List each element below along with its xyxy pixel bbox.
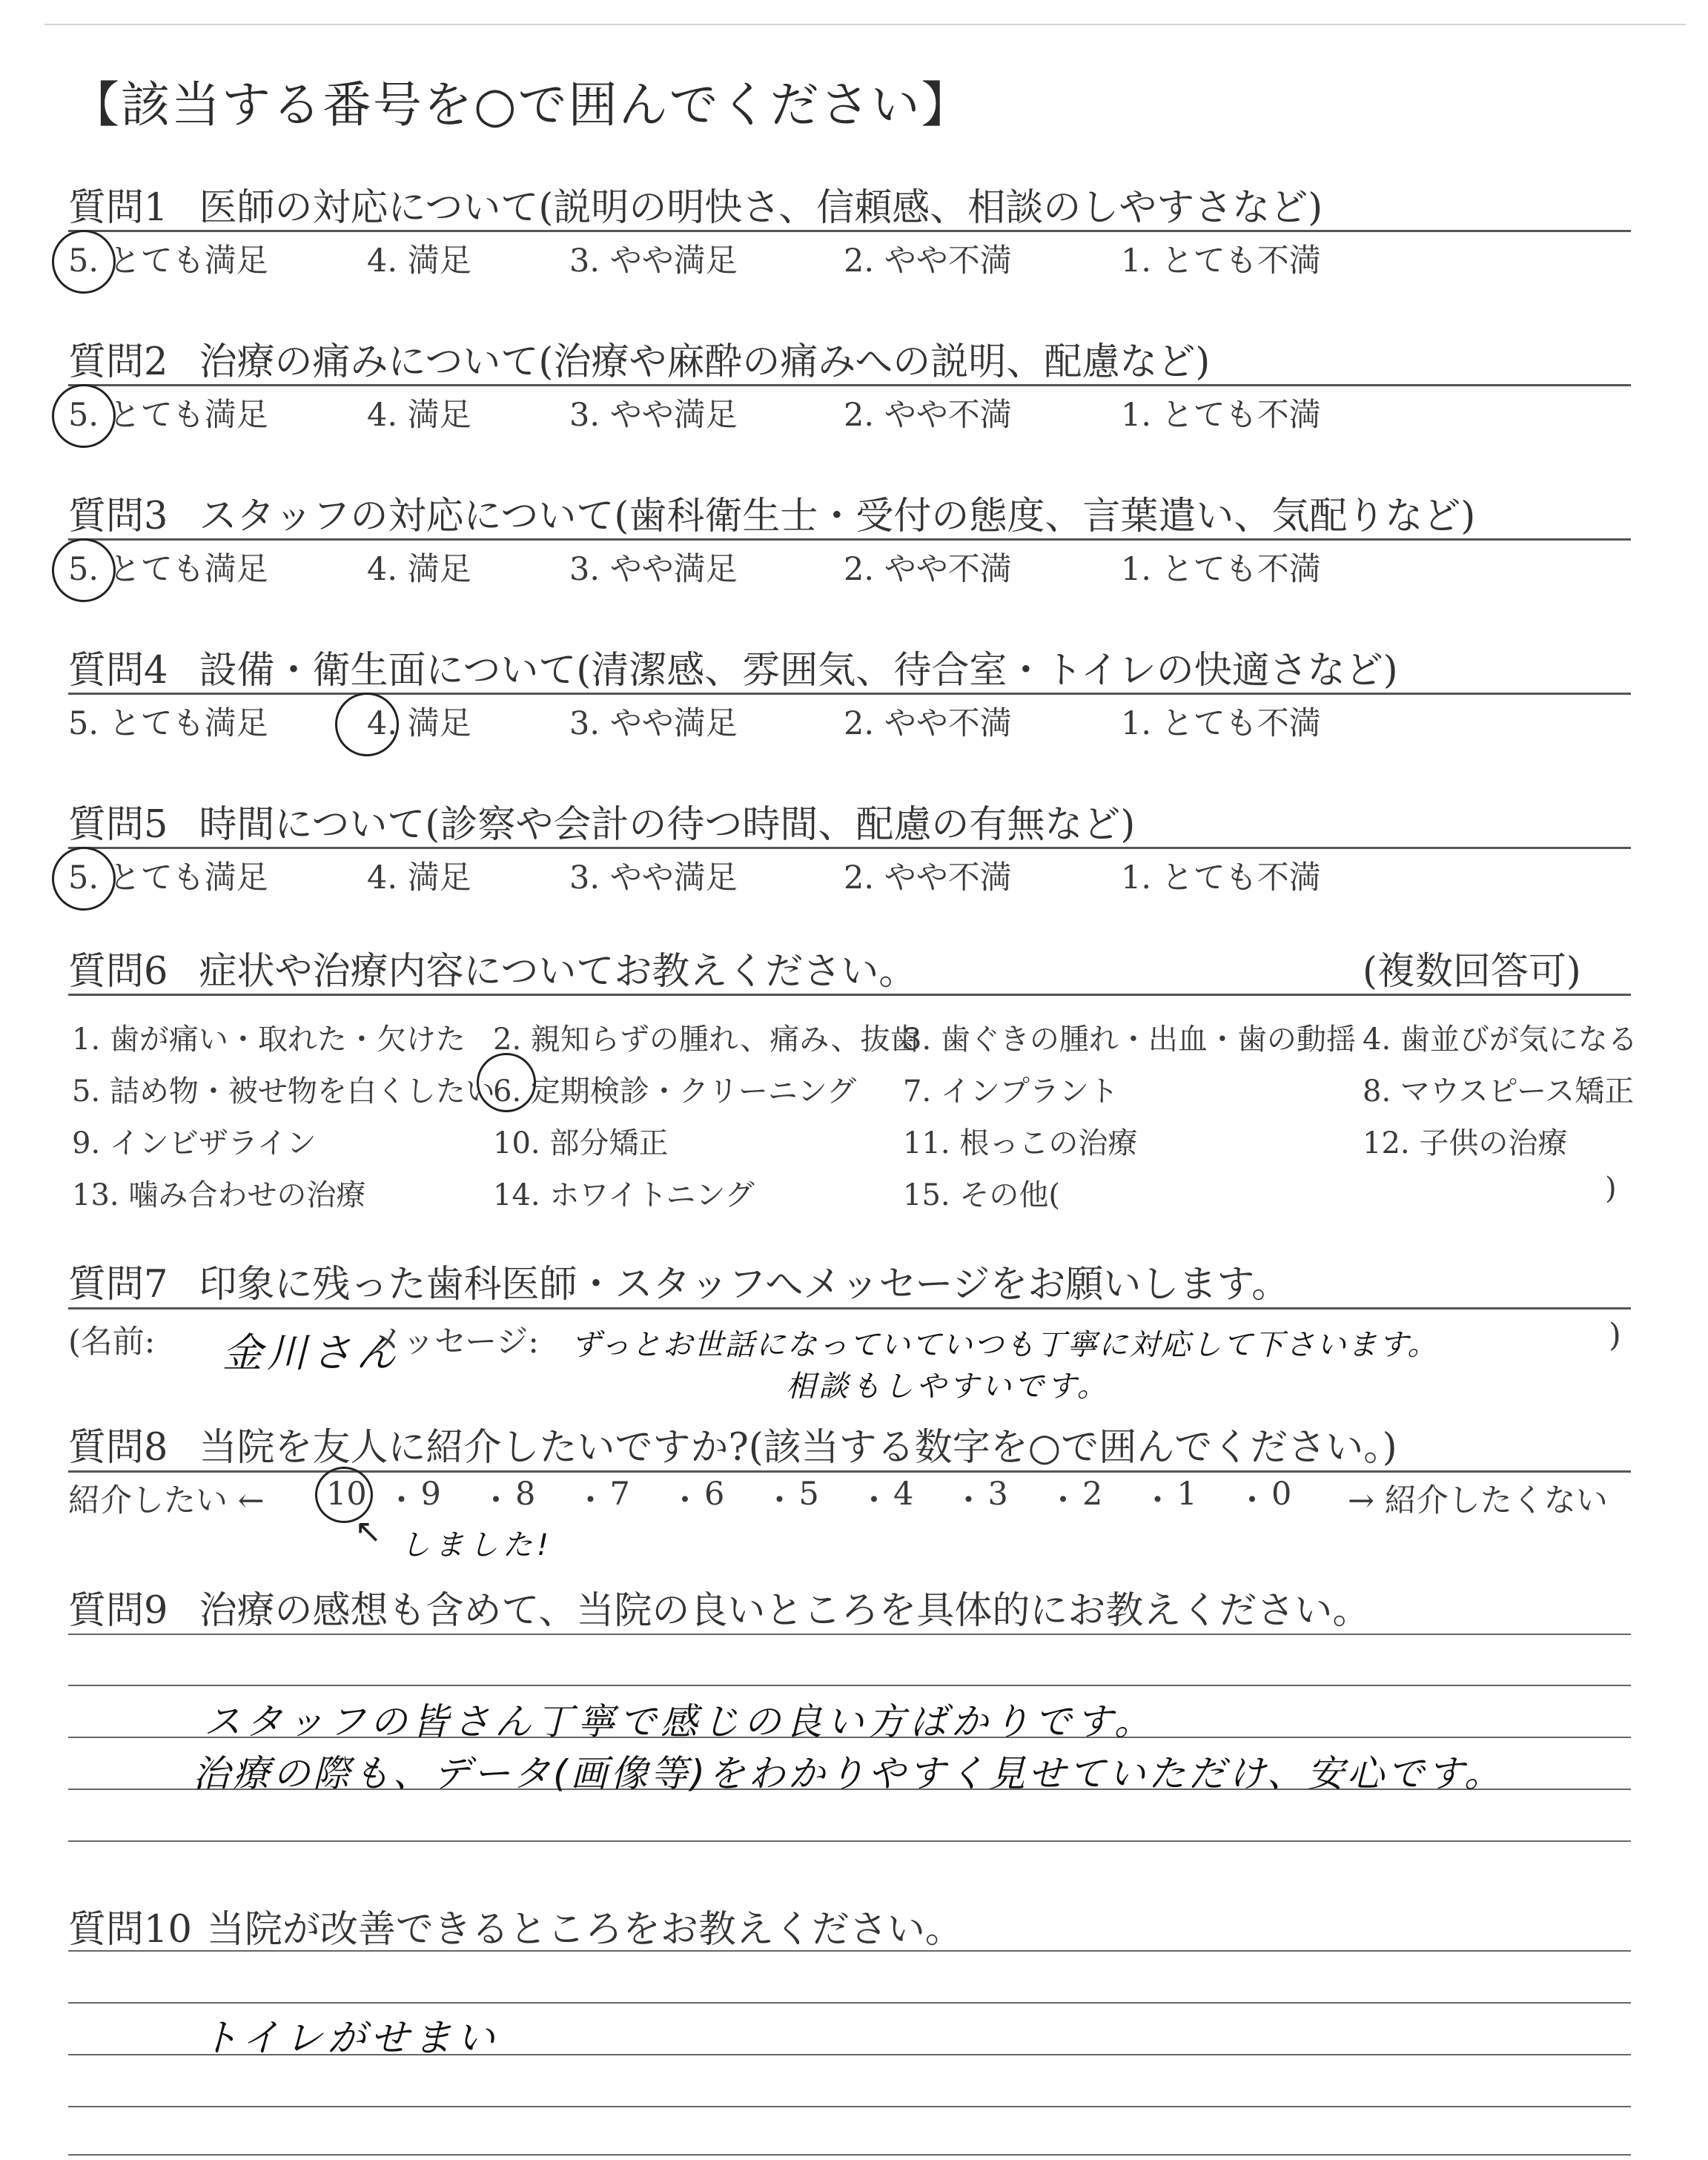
q6-number: 質問6 (68, 950, 168, 994)
q6-option-5[interactable]: 5. 詰め物・被せ物を白くしたい (72, 1074, 495, 1109)
q6-option-3[interactable]: 3. 歯ぐきの腫れ・出血・歯の動揺 (903, 1023, 1356, 1057)
q6-selection-circle (477, 1053, 536, 1112)
q8-rule (68, 1470, 1631, 1473)
question-4-option-3[interactable]: 3. やや満足 (569, 705, 738, 742)
q8-scale-separator: ・ (669, 1482, 701, 1519)
q6-option-16: ) (1605, 1172, 1617, 1206)
question-3-option-1[interactable]: 1. とても不満 (1121, 551, 1321, 588)
question-1-option-3[interactable]: 3. やや満足 (569, 242, 738, 280)
question-1-option-5[interactable]: 5. とても満足 (68, 242, 268, 280)
question-5-number: 質問5 (68, 803, 168, 847)
q7-text: 印象に残った歯科医師・スタッフへメッセージをお願いします。 (199, 1263, 1290, 1307)
question-2-number: 質問2 (68, 340, 168, 384)
q9-line-5 (68, 1840, 1631, 1842)
question-4-rule (68, 693, 1631, 695)
question-4-text: 設備・衛生面について(清潔感、雰囲気、待合室・トイレの快適さなど) (199, 649, 1398, 693)
question-5-selection-circle (52, 847, 116, 911)
q6-option-13[interactable]: 13. 噛み合わせの治療 (72, 1178, 366, 1212)
q10-heading (68, 1898, 963, 1953)
q6-text: 症状や治療内容についてお教えください。 (199, 950, 917, 994)
q8-scale-5[interactable]: 5 (798, 1476, 819, 1513)
q8-scale-separator: ・ (575, 1482, 606, 1519)
q7-message-label: メッセージ: (371, 1324, 539, 1361)
q9-number: 質問9 (68, 1589, 168, 1633)
q8-scale-separator: ・ (1047, 1482, 1079, 1519)
q10-line-4 (68, 2106, 1631, 2107)
page-top-border (44, 24, 1686, 25)
question-1-heading (68, 176, 1323, 231)
q8-left-label: 紹介したい ← (68, 1482, 265, 1519)
question-2-heading (68, 331, 1210, 386)
q10-text: 当院が改善できるところをお教えください。 (206, 1908, 963, 1952)
question-2-option-4[interactable]: 4. 満足 (367, 397, 471, 434)
q7-heading (68, 1253, 1289, 1308)
question-2-selection-circle (52, 384, 116, 448)
question-5-option-4[interactable]: 4. 満足 (367, 859, 471, 896)
q6-rule (68, 994, 1631, 996)
question-1-option-4[interactable]: 4. 満足 (367, 242, 471, 280)
question-3-option-4[interactable]: 4. 満足 (367, 551, 471, 588)
q10-answer-handwritten: トイレがせまい (200, 2016, 500, 2061)
question-5-text: 時間について(診察や会計の待つ時間、配慮の有無など) (199, 803, 1136, 847)
q7-name-label: (名前: (68, 1324, 156, 1361)
q8-scale-separator: ・ (1236, 1482, 1268, 1519)
q8-scale-separator: ・ (1142, 1482, 1174, 1519)
question-3-rule (68, 538, 1631, 541)
q9-text: 治療の感想も含めて、当院の良いところを具体的にお教えください。 (199, 1589, 1371, 1633)
question-4-option-5[interactable]: 5. とても満足 (68, 705, 268, 742)
q9-line-2 (68, 1685, 1631, 1686)
q8-scale-2[interactable]: 2 (1082, 1476, 1103, 1513)
q8-right-label: → 紹介したくない (1348, 1482, 1608, 1519)
question-3-option-3[interactable]: 3. やや満足 (569, 551, 738, 588)
question-3-selection-circle (52, 538, 116, 602)
question-3-option-5[interactable]: 5. とても満足 (68, 551, 268, 588)
question-5-rule (68, 847, 1631, 849)
question-5-option-5[interactable]: 5. とても満足 (68, 859, 268, 896)
question-1-option-1[interactable]: 1. とても不満 (1121, 242, 1321, 280)
q8-scale-separator: ・ (480, 1482, 512, 1519)
annotation-arrow-icon: ↖ (354, 1513, 382, 1550)
question-3-text: スタッフの対応について(歯科衛生士・受付の態度、言葉遣い、気配りなど) (199, 495, 1476, 538)
question-3-number: 質問3 (68, 495, 168, 538)
question-5-option-2[interactable]: 2. やや不満 (844, 859, 1012, 896)
q8-scale-separator: ・ (385, 1482, 417, 1519)
question-4-option-4[interactable]: 4. 満足 (367, 705, 471, 742)
q6-option-11[interactable]: 11. 根っこの治療 (903, 1126, 1138, 1160)
q8-scale-1[interactable]: 1 (1176, 1476, 1197, 1513)
q6-option-2[interactable]: 2. 親知らずの腫れ、痛み、抜歯 (493, 1023, 920, 1057)
q8-scale-separator: ・ (858, 1482, 890, 1519)
question-5-option-1[interactable]: 1. とても不満 (1121, 859, 1321, 896)
q6-option-1[interactable]: 1. 歯が痛い・取れた・欠けた (72, 1023, 466, 1057)
question-2-option-1[interactable]: 1. とても不満 (1121, 397, 1321, 434)
q9-answer-handwritten-line2: 治療の際も、データ(画像等)をわかりやすく見せていただけ、安心です。 (193, 1752, 1505, 1795)
question-5-heading (68, 793, 1135, 848)
q9-heading (68, 1579, 1370, 1634)
question-4-heading (68, 639, 1398, 694)
q8-scale-4[interactable]: 4 (893, 1476, 914, 1513)
q8-annotation-handwritten: しました! (400, 1528, 554, 1562)
question-4-option-1[interactable]: 1. とても不満 (1121, 705, 1321, 742)
q6-heading (68, 940, 916, 995)
q8-scale-7[interactable]: 7 (609, 1476, 630, 1513)
q8-scale-separator: ・ (953, 1482, 984, 1519)
page-title: 【該当する番号を○で囲んでください】 (70, 76, 972, 133)
q7-message-handwritten-line1: ずっとお世話になっていていつも丁寧に対応して下さいます。 (571, 1328, 1439, 1362)
q9-line-1 (68, 1634, 1631, 1635)
q10-line-2 (68, 2002, 1631, 2004)
question-2-rule (68, 384, 1631, 386)
q8-scale-10[interactable]: 10 (326, 1476, 367, 1513)
q8-text: 当院を友人に紹介したいですか?(該当する数字を○で囲んでください。) (199, 1426, 1397, 1470)
q6-option-9[interactable]: 9. インビザライン (72, 1126, 317, 1160)
q8-scale-3[interactable]: 3 (987, 1476, 1008, 1513)
q6-option-7[interactable]: 7. インプラント (903, 1074, 1119, 1109)
q9-answer-handwritten-line1: スタッフの皆さん丁寧で感じの良い方ばかりです。 (204, 1700, 1156, 1743)
q7-message-handwritten-line2: 相談もしやすいです。 (786, 1370, 1110, 1404)
q6-option-6[interactable]: 6. 定期検診・クリーニング (493, 1074, 857, 1109)
question-2-option-5[interactable]: 5. とても満足 (68, 397, 268, 434)
q6-option-14[interactable]: 14. ホワイトニング (493, 1178, 755, 1212)
question-1-number: 質問1 (68, 186, 168, 230)
q7-name-handwritten: 金川さん (222, 1330, 400, 1376)
q6-option-12[interactable]: 12. 子供の治療 (1363, 1126, 1568, 1160)
question-3-option-2[interactable]: 2. やや不満 (844, 551, 1012, 588)
q6-option-10[interactable]: 10. 部分矯正 (493, 1126, 669, 1160)
q8-heading (68, 1416, 1397, 1471)
q6-option-8[interactable]: 8. マウスピース矯正 (1363, 1074, 1635, 1109)
question-4-selection-circle (335, 693, 399, 756)
question-1-text: 医師の対応について(説明の明快さ、信頼感、相談のしやすさなど) (199, 186, 1323, 230)
question-4-number: 質問4 (68, 649, 168, 693)
q8-scale-9[interactable]: 9 (420, 1476, 441, 1513)
q7-close-paren: ) (1609, 1317, 1621, 1354)
q8-scale-6[interactable]: 6 (704, 1476, 725, 1513)
q7-rule (68, 1307, 1631, 1309)
question-1-rule (68, 230, 1631, 232)
question-2-text: 治療の痛みについて(治療や麻酔の痛みへの説明、配慮など) (199, 340, 1211, 384)
q8-scale-separator: ・ (764, 1482, 795, 1519)
question-1-selection-circle (52, 230, 116, 294)
question-3-heading (68, 485, 1475, 540)
question-1-option-2[interactable]: 2. やや不満 (844, 242, 1012, 280)
question-2-option-2[interactable]: 2. やや不満 (844, 397, 1012, 434)
q8-scale-0[interactable]: 0 (1271, 1476, 1292, 1513)
q10-number: 質問10 (68, 1908, 192, 1952)
q8-number: 質問8 (68, 1426, 168, 1470)
question-4-option-2[interactable]: 2. やや不満 (844, 705, 1012, 742)
q10-line-5 (68, 2154, 1631, 2156)
q7-number: 質問7 (68, 1263, 168, 1307)
question-2-option-3[interactable]: 3. やや満足 (569, 397, 738, 434)
q6-option-15[interactable]: 15. その他( (903, 1178, 1060, 1212)
q6-multiple-note: (複数回答可) (1363, 950, 1581, 994)
q10-line-1 (68, 1950, 1631, 1952)
question-5-option-3[interactable]: 3. やや満足 (569, 859, 738, 896)
q6-option-4[interactable]: 4. 歯並びが気になる (1363, 1023, 1638, 1057)
q8-scale-8[interactable]: 8 (515, 1476, 536, 1513)
